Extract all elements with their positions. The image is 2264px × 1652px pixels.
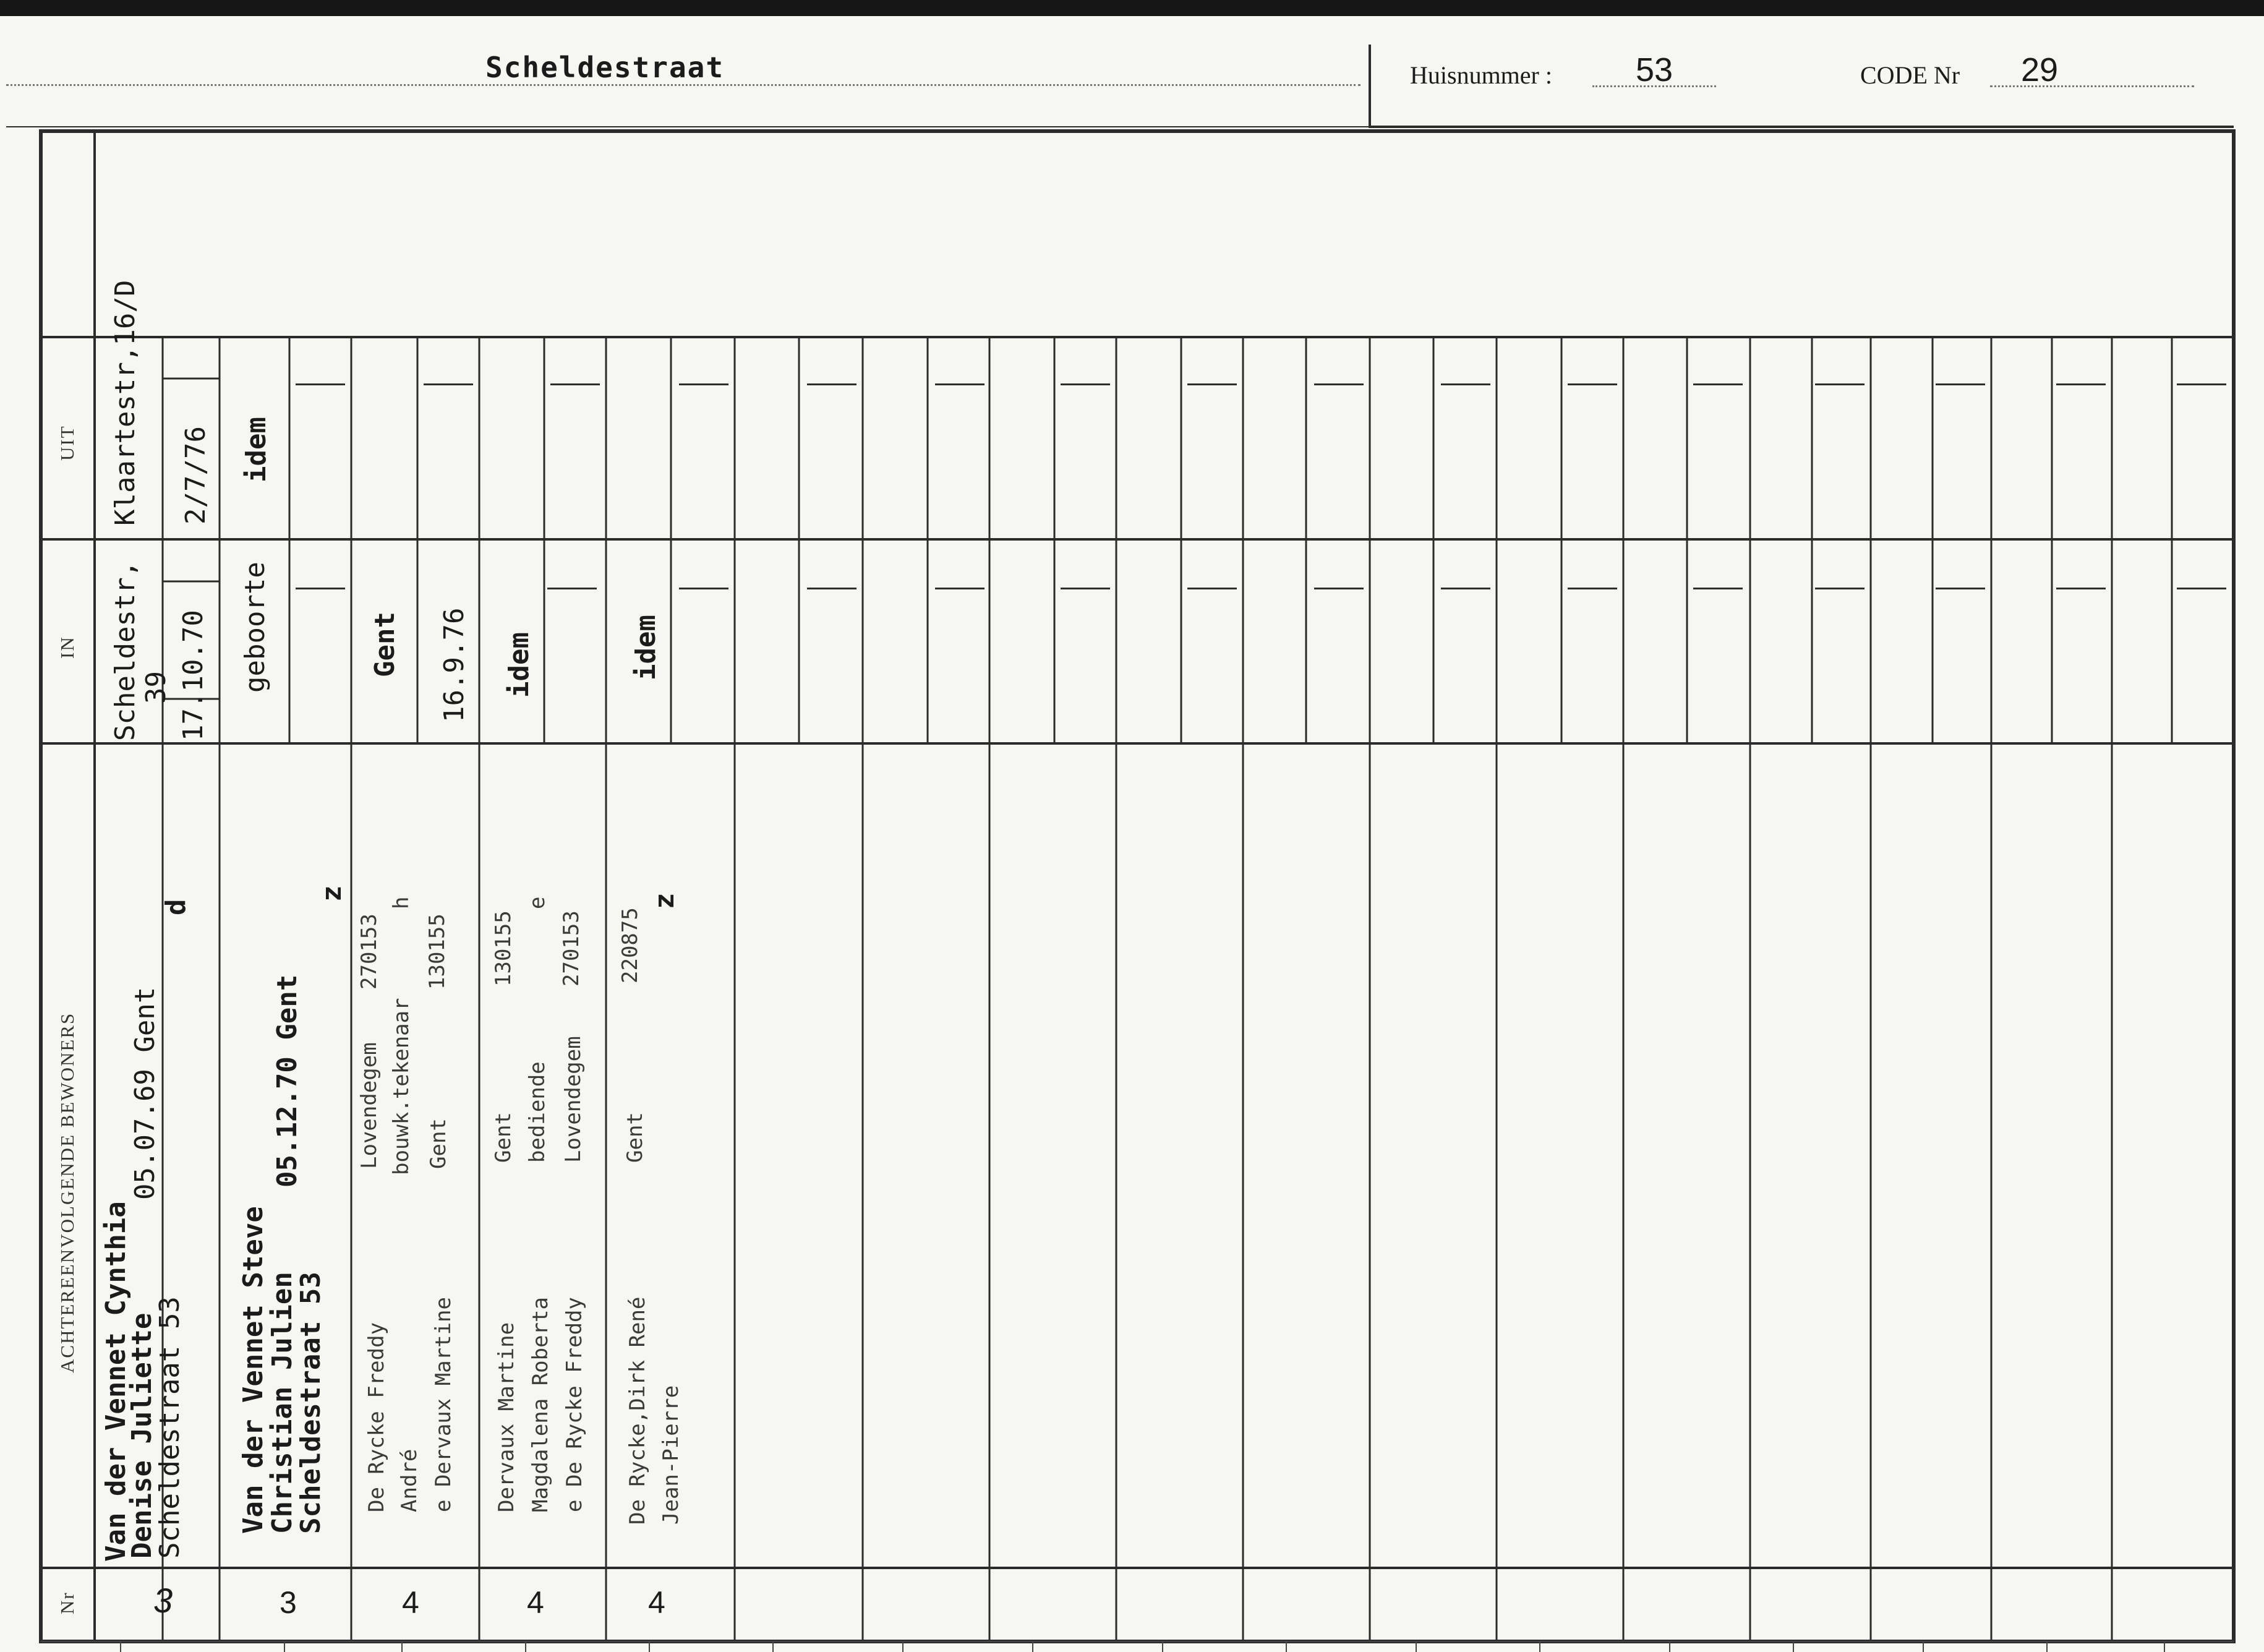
entry-4-name-line-3: e De Rycke Freddy xyxy=(562,1297,587,1512)
entry-1-in-address: Scheldestr, xyxy=(109,560,141,741)
empty-cell-dash xyxy=(807,383,856,385)
label-bewoners: ACHTEREENVOLGENDE BEWONERS xyxy=(56,1012,78,1373)
empty-cell-dash xyxy=(807,588,856,589)
entry-2-in-note: geboorte xyxy=(239,562,271,693)
entry-4-detail-1: Gent xyxy=(491,1112,516,1163)
entry-2-birth: 05.12.70 Gent xyxy=(271,974,303,1188)
entry-3-name-line-2: André xyxy=(397,1449,422,1512)
entry-1-name-line-2: Denise Juliette xyxy=(126,1312,158,1559)
empty-cell-dash xyxy=(1187,588,1237,589)
empty-cell-dash xyxy=(935,588,985,589)
empty-cell-dash xyxy=(1441,383,1490,385)
entry-1-uit-address: Klaartestr,16/D xyxy=(109,280,141,526)
entry-2-nr: 3 xyxy=(280,1585,297,1620)
empty-cell-dash xyxy=(2177,383,2226,385)
entry-2-uit-note: idem xyxy=(241,417,272,482)
empty-cell-dash xyxy=(1693,588,1743,589)
entry-3-detail-1: Lovendegem xyxy=(357,1042,382,1169)
entry-4-detail-2: bediende xyxy=(525,1061,550,1163)
entry-1-name-line-1: Van der Vennet Cynthia xyxy=(100,1201,132,1562)
entry-5-code-1: 220875 xyxy=(618,907,643,983)
label-uit: UIT xyxy=(56,425,78,461)
entry-4-code-2: e xyxy=(525,896,550,909)
empty-cell-dash xyxy=(1815,383,1865,385)
huisnummer-value: 53 xyxy=(1636,51,1673,88)
entry-2-mark: z xyxy=(316,885,348,902)
entry-3-code-1: 270153 xyxy=(357,914,382,990)
empty-cell-dash xyxy=(550,383,600,385)
entry-4-in-note: idem xyxy=(503,632,535,698)
empty-cell-dash xyxy=(935,383,985,385)
entry-3-name-line-3: e Dervaux Martine xyxy=(431,1297,456,1512)
entry-3-code-2: h xyxy=(389,896,414,909)
entry-5-name-line-2: Jean-Pierre xyxy=(659,1385,683,1525)
entry-4-code-1: 130155 xyxy=(491,910,516,986)
code-value: 29 xyxy=(2021,51,2059,88)
code-label: CODE Nr xyxy=(1860,61,1960,89)
empty-cell-dash xyxy=(1693,383,1743,385)
entry-5-in-note: idem xyxy=(630,615,662,680)
entry-5-nr: 4 xyxy=(648,1585,665,1620)
entry-1-in-date: 17.10.70 xyxy=(177,610,209,741)
empty-cell-dash xyxy=(2056,383,2106,385)
label-nr: Nr xyxy=(56,1591,78,1614)
empty-cell-dash xyxy=(1187,383,1237,385)
empty-cell-dash xyxy=(1815,588,1865,589)
empty-cell-dash xyxy=(547,588,597,589)
entry-4-nr: 4 xyxy=(527,1585,544,1620)
entry-4-name-line-2: Magdalena Roberta xyxy=(528,1297,553,1512)
entry-3-detail-3: Gent xyxy=(426,1118,451,1169)
entry-1-uit-date: 2/7/76 xyxy=(180,426,211,524)
entry-1-mark: d xyxy=(160,899,192,915)
empty-cell-dash xyxy=(296,383,345,385)
entry-2-name-line-3: Scheldestraat 53 xyxy=(295,1272,327,1534)
empty-cell-dash xyxy=(296,588,345,589)
entry-1-in-number: 39 xyxy=(140,671,172,704)
empty-cell-dash xyxy=(679,383,728,385)
entry-4-detail-3: Lovendegem xyxy=(561,1036,586,1163)
entry-5-code-2: z xyxy=(649,892,680,909)
empty-cell-dash xyxy=(1936,588,1985,589)
empty-cell-dash xyxy=(679,588,728,589)
entry-4-name-line-1: Dervaux Martine xyxy=(494,1322,519,1512)
empty-cell-dash xyxy=(1441,588,1490,589)
entry-1-name-line-3: Scheldestraat 53 xyxy=(154,1296,186,1559)
entry-3-detail-2: bouwk.tekenaar xyxy=(389,998,414,1175)
empty-cell-dash xyxy=(1314,588,1364,589)
huisnummer-label: Huisnummer : xyxy=(1410,61,1552,89)
empty-cell-dash xyxy=(1568,588,1617,589)
street-name: Scheldestraat xyxy=(485,51,725,84)
entry-1-nr: 3 xyxy=(153,1581,173,1620)
empty-cell-dash xyxy=(2056,588,2106,589)
entry-5-detail-1: Gent xyxy=(623,1112,647,1163)
entry-3-nr: 4 xyxy=(402,1585,419,1620)
empty-cell-dash xyxy=(1061,588,1110,589)
entry-3-in-date: 16.9.76 xyxy=(438,607,470,722)
entry-3-in-place: Gent xyxy=(369,612,401,677)
label-in: IN xyxy=(56,636,78,659)
entry-1-birth: 05.07.69 Gent xyxy=(129,986,161,1200)
entry-5-name-line-1: De Rycke,Dirk René xyxy=(625,1296,650,1525)
entry-4-code-3: 270153 xyxy=(559,910,584,986)
entry-3-name-line-1: De Rycke Freddy xyxy=(364,1322,389,1512)
empty-cell-dash xyxy=(2177,588,2226,589)
empty-cell-dash xyxy=(1936,383,1985,385)
empty-cell-dash xyxy=(1568,383,1617,385)
empty-cell-dash xyxy=(1314,383,1364,385)
empty-cell-dash xyxy=(424,383,473,385)
empty-cell-dash xyxy=(1061,383,1110,385)
entry-2-name-line-1: Van der Vennet Steve xyxy=(237,1206,269,1534)
entry-2-name-line-2: Christian Julien xyxy=(267,1272,298,1534)
entry-3-code-3: 130155 xyxy=(425,914,450,990)
